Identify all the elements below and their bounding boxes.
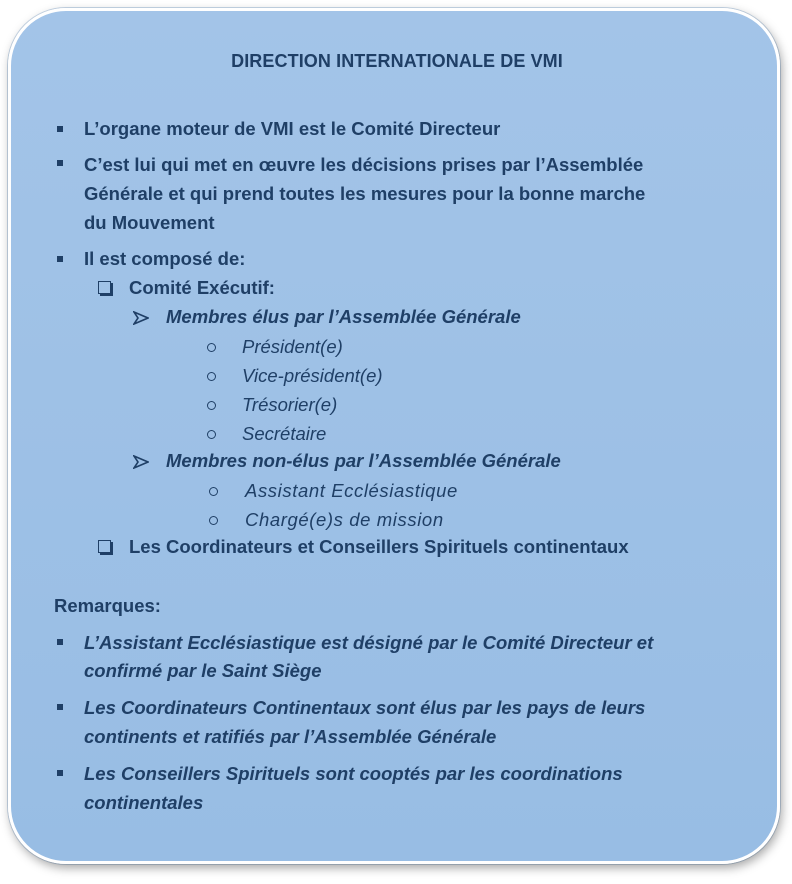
remarque-conseillers-line2: continentales [84,792,204,813]
checkbox-bullet-icon [98,540,111,553]
circle-bullet-icon [207,343,216,352]
circle-bullet-icon [209,487,218,496]
circle-bullet-icon [207,372,216,381]
square-bullet-icon [57,256,63,262]
page-title: DIRECTION INTERNATIONALE DE VMI [231,51,563,71]
checkbox-bullet-icon [98,281,111,294]
role-secretaire: Secrétaire [242,423,327,444]
bullet-mise-en-oeuvre-line1: C’est lui qui met en œuvre les décisions prises par l’Assemblée [84,154,644,175]
square-bullet-icon [57,126,63,132]
role-tresorier: Trésorier(e) [242,394,338,415]
bullet-organe-moteur: L’organe moteur de VMI est le Comité Directeur [84,118,501,139]
circle-bullet-icon [207,401,216,410]
remarque-assistant-line2: confirmé par le Saint Siège [84,660,322,681]
role-vice-president: Vice-président(e) [242,365,383,386]
remarque-coordinateurs-line2: continents et ratifiés par l’Assemblée Générale [84,726,497,747]
square-bullet-icon [57,704,63,710]
role-president: Président(e) [242,336,343,357]
bullet-mise-en-oeuvre-line3: du Mouvement [84,212,215,233]
circle-bullet-icon [207,430,216,439]
arrow-bullet-icon [133,455,149,469]
arrow-bullet-icon [133,311,149,325]
circle-bullet-icon [209,516,218,525]
bullet-compose-de: Il est composé de: [84,248,246,269]
membres-elus-heading: Membres élus par l’Assemblée Générale [166,306,521,327]
square-bullet-icon [57,160,63,166]
bullet-mise-en-oeuvre-line2: Générale et qui prend toutes les mesures pour la bonne marche [84,183,646,204]
remarques-heading: Remarques: [54,595,161,616]
square-bullet-icon [57,639,63,645]
coordinateurs-conseillers: Les Coordinateurs et Conseillers Spirituels continentaux [129,536,629,557]
role-charge-de-mission: Chargé(e)s de mission [245,509,444,530]
remarque-coordinateurs-line1: Les Coordinateurs Continentaux sont élus par les pays de leurs [84,697,646,718]
square-bullet-icon [57,770,63,776]
role-assistant-ecclesiastique: Assistant Ecclésiastique [245,480,458,501]
membres-non-elus-heading: Membres non-élus par l’Assemblée Générale [166,450,561,471]
remarque-assistant-line1: L’Assistant Ecclésiastique est désigné par le Comité Directeur et [84,632,654,653]
remarque-conseillers-line1: Les Conseillers Spirituels sont cooptés par les coordinations [84,763,623,784]
comite-executif-label: Comité Exécutif: [129,277,275,298]
